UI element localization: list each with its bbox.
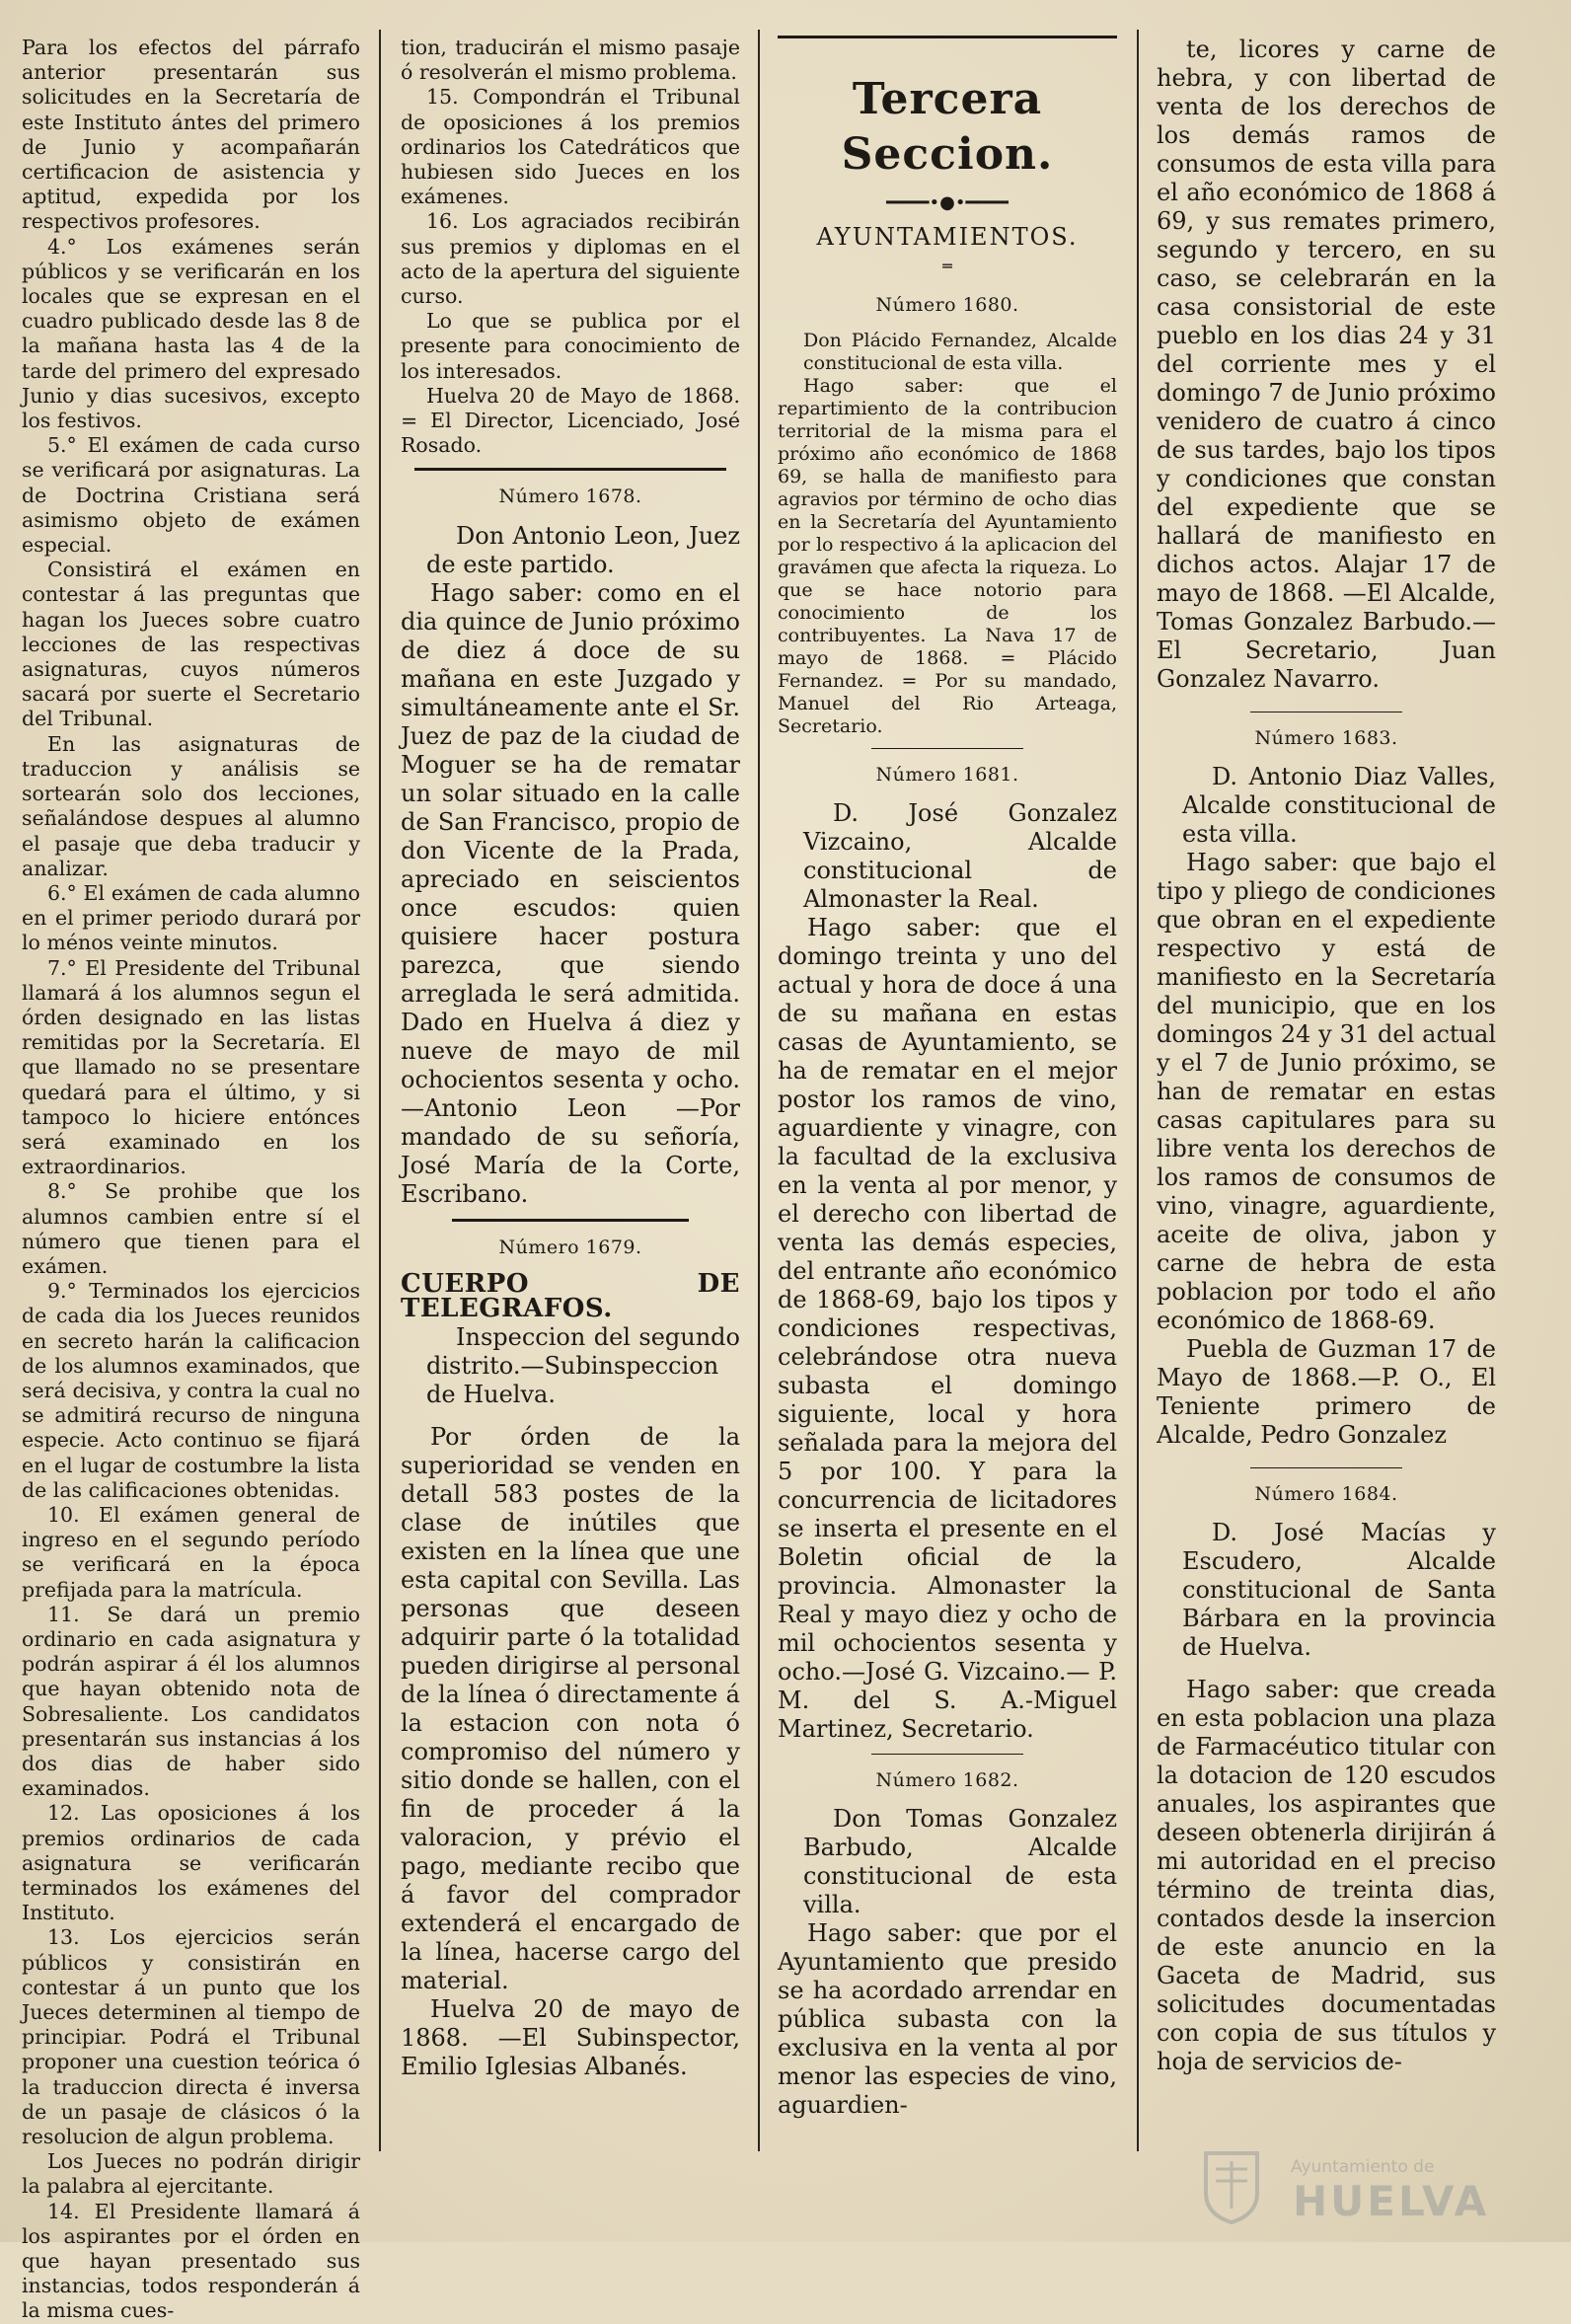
section-rule (452, 1219, 690, 1222)
notice-heading: Don Tomas Gonzalez Barbudo, Alcalde constitucional de esta villa. (803, 1805, 1117, 1919)
notice-body: Hago saber: que el domingo treinta y uno del actual y hora de doce á una de su mañana en estas casas de Ayuntamiento, se ha de rematar en el mejor postor los ramos de vino, aguardiente y vinagre, con la facultad de la exclusiva en la venta al por menor, y el derecho con libertad de venta las demás especies, del entrante año económico de 1868-69, bajo los tipos y condiciones respectivas, celebrándose otra nueva subasta el domingo siguiente, local y hora señalada para la mejora del 5 por 100. Y para la concurrencia de licitadores se inserta el presente en el Boletin oficial de la provincia. Almonaster la Real y mayo diez y ocho de mil ochocientos sesenta y ocho.—José G. Vizcaino.— P. M. del S. A.-Miguel Martinez, Secretario. (778, 914, 1117, 1744)
paragraph: Para los efectos del párrafo anterior presentarán sus solicitudes en la Secretaría de este Instituto ántes del primero de Junio y acompañarán certificacion de asistencia y aptitud, expedida por los respectivos profesores. (22, 36, 360, 234)
paragraph: 5.° El exámen de cada curso se verificará por asignaturas. La de Doctrina Cristiana será asimismo objeto de exámen especial. (22, 433, 360, 558)
notice-signature: Huelva 20 de mayo de 1868. —El Subinspector, Emilio Iglesias Albanés. (401, 1995, 740, 2081)
column-divider (758, 30, 760, 2151)
shield-icon (1202, 2149, 1261, 2224)
notice-heading: D. José Gonzalez Vizcaino, Alcalde constitucional de Almonaster la Real. (803, 799, 1117, 914)
subsection-heading: AYUNTAMIENTOS. (816, 223, 1079, 252)
notice-body: Hago saber: que creada en esta poblacion una plaza de Farmacéutico titular con la dotacion de 120 escudos anuales, los aspirantes que deseen obtenerla dirijirán á mi autoridad en el preciso término de treinta dias, contados desde la insercion de este anuncio en la Gaceta de Madrid, sus solicitudes documentadas con copia de sus títulos y hoja de servicios de- (1157, 1676, 1496, 2076)
column-4 (1157, 36, 1496, 2207)
paragraph: 9.° Terminados los ejercicios de cada dia los Jueces reunidos en secreto harán la calificacion de los alumnos examinados, que será decisiva, y contra la cual no se admitirá recurso de ninguna especie. Acto continuo se fijará en el lugar de costumbre la lista de las calificaciones obtenidas. (22, 1279, 360, 1502)
section-heading: Tercera Seccion. (841, 74, 1054, 180)
section-rule (778, 36, 1117, 38)
paragraph: 7.° El Presidente del Tribunal llamará á los alumnos segun el órden designado en las listas remitidas por la Secretaría. El que llamado no se presentare quedará para el último, y si tampoco lo hiciere entónces será examinado en los extraordinarios. (22, 955, 360, 1179)
notice-number: Número 1684. (1254, 1483, 1398, 1506)
notice-body: Por órden de la superioridad se venden en detall 583 postes de la clase de inútiles que existen en la línea que une esta capital con Sevilla. Las personas que deseen adquirir parte ó la totalidad pueden dirigirse al personal de la línea ó directamente á la estacion con nota ó compromiso del número y sitio donde se hallen, con el fin de proceder á la valoracion, y prévio el pago, mediante recibo que á favor del comprador extenderá el encargado de la línea, hacerse cargo del material. (401, 1423, 740, 1995)
paragraph: Consistirá el exámen en contestar á las preguntas que hagan los Jueces sobre cuatro lecciones de las respectivas asignaturas, cuyos números sacará por suerte el Secretario del Tribunal. (22, 558, 360, 731)
notice-body: Hago saber: que bajo el tipo y pliego de condiciones que obran en el expediente respectivo y está de manifiesto en la Secretaría del municipio, que en los domingos 24 y 31 del actual y el 7 de Junio próximo, se han de rematar en estas casas capitulares para su libre venta los derechos de los ramos de consumos de vino, vinagre, aguardiente, aceite de oliva, jabon y carne de hebra de esta poblacion por todo el año económico de 1868-69. (1157, 849, 1496, 1335)
paragraph: 14. El Presidente llamará á los aspirantes por el órden en que hayan presentado sus instancias, todos responderán á la misma cues- (22, 2199, 360, 2323)
notice-number: Número 1680. (875, 293, 1019, 316)
paragraph: 11. Se dará un premio ordinario en cada asignatura y podrán aspirar á él los alumnos que hayan obtenido nota de Sobresaliente. Los candidatos presentarán sus instancias á los dos dias de haber sido examinados. (22, 1602, 360, 1801)
paragraph: tion, traducirán el mismo pasaje ó resolverán el mismo problema. (401, 36, 740, 85)
paragraph: 10. El exámen general de ingreso en el segundo período se verificará en la época prefijada para la matrícula. (22, 1502, 360, 1602)
column-divider (379, 30, 381, 2151)
notice-heading: D. José Macías y Escudero, Alcalde constitucional de Santa Bárbara en la provincia de Huelva. (1182, 1519, 1496, 1662)
column-divider (1137, 30, 1139, 2151)
notice-number: Número 1683. (1254, 727, 1398, 749)
notice-heading: Don Antonio Leon, Juez de este partido. (426, 521, 740, 578)
notice-subtitle: Inspeccion del segundo distrito.—Subinspeccion de Huelva. (426, 1323, 740, 1409)
paragraph: Lo que se publica por el presente para conocimiento de los interesados. (401, 309, 740, 383)
notice-number: Número 1679. (498, 1236, 642, 1258)
paragraph: 8.° Se prohibe que los alumnos cambien entre sí el número que tienen para el exámen. (22, 1179, 360, 1278)
notice-body: Hago saber: que por el Ayuntamiento que presido se ha acordado arrendar en pública subasta con la exclusiva en la venta al por menor las especies de vino, aguardien- (778, 1919, 1117, 2120)
notice-heading: Don Plácido Fernandez, Alcalde constitucional de esta villa. (803, 329, 1117, 374)
section-rule (871, 1754, 1024, 1755)
paragraph: Huelva 20 de Mayo de 1868. = El Director, Licenciado, José Rosado. (401, 383, 740, 458)
paragraph: Los Jueces no podrán dirigir la palabra al ejercitante. (22, 2149, 360, 2199)
watermark-line1: Ayuntamiento de (1291, 2157, 1435, 2177)
notice-signature: Puebla de Guzman 17 de Mayo de 1868.—P. O., El Teniente primero de Alcalde, Pedro Gonzalez (1157, 1335, 1496, 1450)
notice-title: CUERPO DE TELEGRAFOS. (401, 1268, 740, 1324)
paragraph: 13. Los ejercicios serán públicos y consistirán en contestar á un punto que los Jueces determinen al tiempo de principiar. Podrá el Tribunal proponer una cuestion teórica ó la traduccion directa é inversa de un pasaje de clásicos ó la resolucion de algun problema. (22, 1925, 360, 2149)
watermark-line2: HUELVA (1293, 2177, 1490, 2225)
notice-number: Número 1681. (875, 763, 1019, 786)
paragraph: 12. Las oposiciones á los premios ordinarios de cada asignatura se verificarán terminados los exámenes del Instituto. (22, 1801, 360, 1925)
notice-number: Número 1678. (498, 486, 642, 508)
ornament-dash: ═ (942, 257, 952, 276)
notice-number: Número 1682. (875, 1769, 1019, 1792)
paragraph: 4.° Los exámenes serán públicos y se verificarán en los locales que se expresan en el cuadro publicado desde las 8 de la mañana hasta las 4 de la tarde del primero del expresado Junio y dias sucesivos, excepto los festivos. (22, 234, 360, 433)
ornament-rule: ━━━━•●•━━━━ (886, 192, 1009, 213)
column-1 (22, 36, 360, 2323)
notice-heading: D. Antonio Diaz Valles, Alcalde constitucional de esta villa. (1182, 763, 1496, 849)
notice-body: Hago saber: que el repartimiento de la contribucion territorial de la misma para el próximo año económico de 1868 69, se halla de manifiesto para agravios por término de ocho dias en la Secretaría del Ayuntamiento por lo respectivo á la aplicacion del gravámen que afecta la riqueza. Lo que se hace notorio para conocimiento de los contribuyentes. La Nava 17 de mayo de 1868. = Plácido Fernandez. = Por su mandado, Manuel del Rio Arteaga, Secretario. (778, 374, 1117, 737)
column-2 (401, 36, 740, 2207)
section-rule (871, 748, 1024, 749)
notice-body: te, licores y carne de hebra, y con libertad de venta de los derechos de los demás ramos de consumos de esta villa para el año económico de 1868 á 69, y sus remates primero, segundo y tercero, en su caso, se celebrarán en la casa consistorial de este pueblo en los dias 24 y 31 del corriente mes y el domingo 7 de Junio próximo venidero de cuatro á cinco de sus tardes, bajo los tipos y condiciones que constan del expediente que se hallará de manifiesto en dichos actos. Alajar 17 de mayo de 1868. —El Alcalde, Tomas Gonzalez Barbudo.—El Secretario, Juan Gonzalez Navarro. (1157, 36, 1496, 693)
notice-body: Hago saber: como en el dia quince de Junio próximo de diez á doce de su mañana en este Juzgado y simultáneamente ante el Sr. Juez de paz de la ciudad de Moguer se ha de rematar un solar situado en la calle de San Francisco, propio de don Vicente de la Prada, apreciado en seiscientos once escudos: quien quisiere hacer postura parezca, que siendo arreglada le será admitida. Dado en Huelva á diez y nueve de mayo de mil ochocientos sesenta y ocho. —Antonio Leon —Por mandado de su señoría, José María de la Corte, Escribano. (401, 578, 740, 1208)
ayuntamiento-watermark (1202, 2149, 1547, 2228)
section-rule (1250, 1467, 1403, 1468)
column-3 (778, 36, 1117, 2207)
section-rule (414, 468, 726, 471)
paragraph: En las asignaturas de traduccion y análisis se sortearán solo dos lecciones, señalándose despues al alumno el pasaje que deba traducir y analizar. (22, 731, 360, 880)
paragraph: 15. Compondrán el Tribunal de oposiciones á los premios ordinarios los Catedráticos que hubiesen sido Jueces en los exámenes. (401, 85, 740, 209)
paragraph: 6.° El exámen de cada alumno en el primer periodo durará por lo ménos veinte minutos. (22, 880, 360, 955)
paragraph: 16. Los agraciados recibirán sus premios y diplomas en el acto de la apertura del siguiente curso. (401, 209, 740, 309)
